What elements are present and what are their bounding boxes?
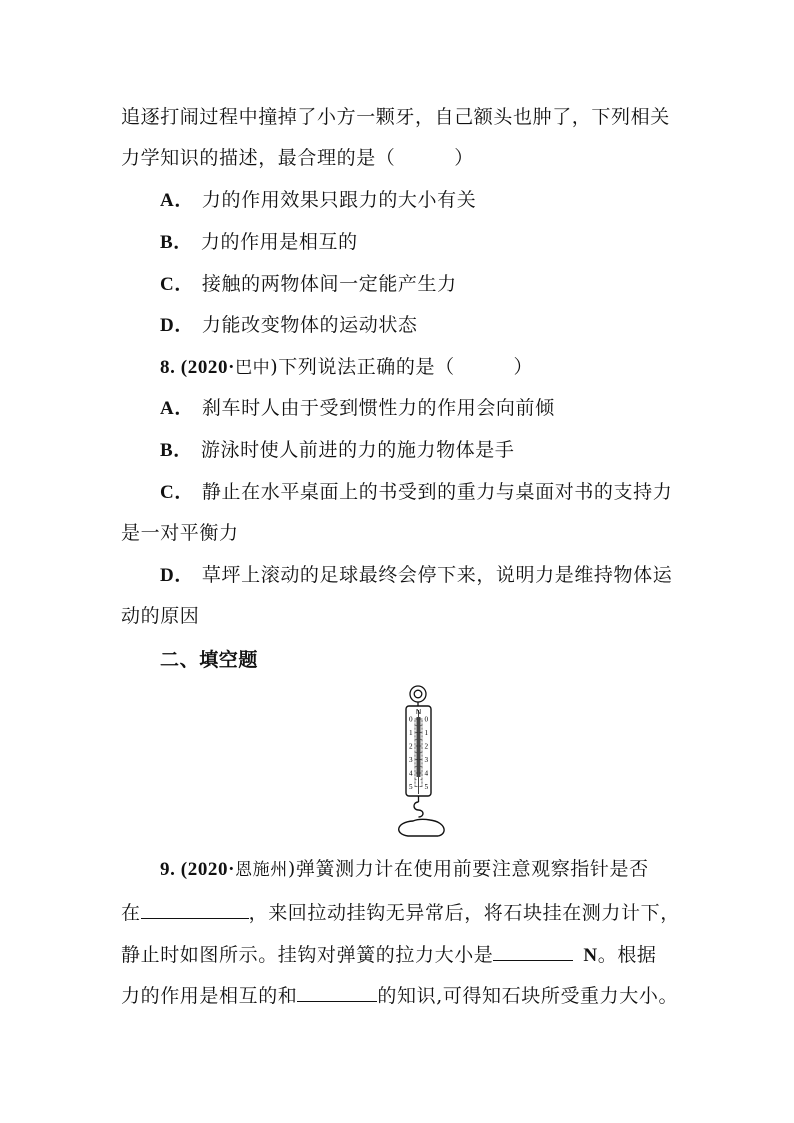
question-number: 8. (2020· [160, 357, 236, 378]
option-text: 力的作用是相互的 [200, 231, 358, 253]
q8-stem [160, 355, 533, 380]
q8-option-c [160, 480, 672, 505]
option-letter: A． [160, 398, 194, 419]
q8-option-d-continued: 动的原因 [121, 605, 200, 627]
hook-icon [414, 802, 423, 817]
scale-number-left: 0 [409, 715, 413, 724]
option-letter: D． [160, 565, 194, 586]
q9-line3-pre: 静止时如图所示。挂钩对弹簧的拉力大小是 [121, 944, 494, 966]
option-letter: A． [160, 190, 194, 211]
answer-blank-2[interactable] [493, 940, 573, 961]
question-source: 恩施州 [235, 860, 288, 880]
q8-option-d [160, 563, 672, 588]
option-text: 游泳时使人前进的力的施力物体是手 [200, 439, 515, 461]
q7-option-a [160, 188, 476, 213]
q8-option-c-continued: 是一对平衡力 [121, 522, 239, 544]
scale-number-left: 2 [409, 742, 413, 751]
q9-line2-pre: 在 [121, 902, 141, 924]
option-letter: B． [160, 232, 193, 253]
q9-line3 [121, 940, 657, 968]
scale-number-right: 5 [424, 783, 429, 791]
question-source: 巴中 [235, 358, 271, 378]
q8-option-a [160, 396, 555, 421]
option-text: 力能改变物体的运动状态 [201, 314, 418, 336]
q7-option-d [160, 313, 418, 338]
scale-number-left: 1 [409, 729, 413, 737]
section-title: 二、填空题 [160, 649, 259, 671]
stone-icon [399, 819, 444, 836]
q7-option-b [160, 230, 358, 255]
q9-line3-post: 。根据 [597, 944, 657, 966]
q9-line2 [121, 898, 680, 925]
scale-number-right: 1 [424, 729, 429, 737]
option-text: 静止在水平桌面上的书受到的重力与桌面对书的支持力 [201, 481, 673, 503]
question-number: 9. (2020· [160, 859, 236, 880]
scale-unit-label: N [415, 709, 422, 716]
question-stem: )下列说法正确的是（ ） [270, 356, 534, 378]
spring-scale-figure [386, 684, 456, 842]
scale-number-right: 2 [424, 742, 429, 751]
answer-blank-3[interactable] [297, 981, 377, 1002]
option-letter: C． [160, 274, 194, 295]
option-letter: C． [160, 482, 194, 503]
answer-blank-1[interactable] [141, 898, 249, 919]
unit-label: N [583, 945, 598, 966]
scale-number-left: 3 [409, 756, 413, 764]
option-letter: B． [160, 440, 193, 461]
scale-number-right: 3 [424, 756, 429, 764]
scale-number-left: 4 [409, 769, 413, 778]
q7-stem-line1: 追逐打闹过程中撞掉了小方一颗牙，自己额头也肿了，下列相关 [121, 106, 670, 128]
option-text: 草坪上滚动的足球最终会停下来，说明力是维持物体运 [201, 564, 673, 586]
q9-line4 [121, 981, 678, 1008]
q7-option-c [160, 272, 457, 297]
scale-number-right: 4 [424, 769, 429, 778]
q7-stem-line2: 力学知识的描述，最合理的是（ ） [121, 147, 474, 169]
q9-line4-post: 的知识,可得知石块所受重力大小。 [377, 985, 679, 1007]
option-text: 刹车时人由于受到惯性力的作用会向前倾 [201, 397, 555, 419]
q8-option-b [160, 438, 514, 463]
q9-line4-pre: 力的作用是相互的和 [121, 985, 298, 1007]
option-text: 接触的两物体间一定能产生力 [201, 273, 457, 295]
ring-icon [410, 686, 426, 706]
q9-line2-post: ，来回拉动挂钩无异常后，将石块挂在测力计下， [248, 902, 680, 924]
option-letter: D． [160, 315, 194, 336]
scale-number-right: 0 [424, 715, 429, 724]
spring-icon [417, 717, 421, 777]
q9-line1-text: )弹簧测力计在使用前要注意观察指针是否 [287, 858, 649, 880]
scale-number-left: 5 [409, 783, 413, 791]
option-text: 力的作用效果只跟力的大小有关 [201, 189, 477, 211]
q9-line1 [160, 857, 649, 882]
